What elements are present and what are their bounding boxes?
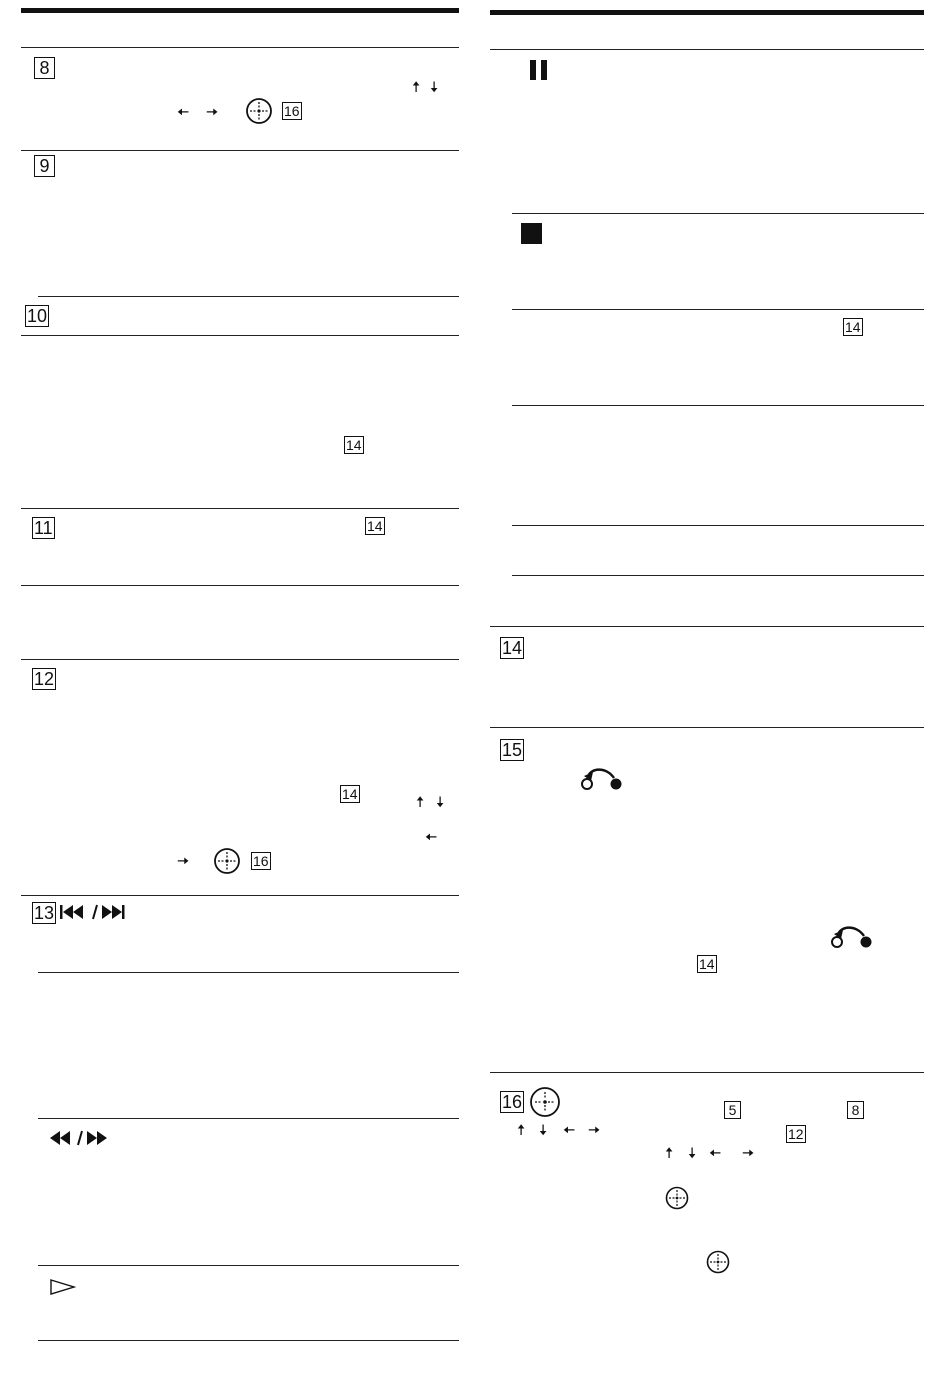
divider (490, 626, 924, 627)
arrow-down-icon: 🠇 (688, 1144, 697, 1162)
pause-icon (530, 60, 548, 80)
item-number-11: 11 (34, 518, 53, 538)
arrow-down-icon: 🠇 (430, 78, 439, 96)
reference-14: 14 (699, 956, 715, 972)
arrow-up-icon: 🠅 (416, 793, 425, 811)
rewind-fastforward-icon (50, 1130, 122, 1146)
item-number-14: 14 (502, 638, 523, 658)
previous-next-icon (60, 904, 136, 920)
arrow-up-icon: 🠅 (517, 1121, 526, 1139)
slow-play-icon (50, 1279, 76, 1295)
arrow-down-icon: 🠇 (436, 793, 445, 811)
enter-button-icon (213, 847, 241, 875)
item-number-9: 9 (34, 155, 55, 177)
reference-5: 5 (724, 1101, 741, 1119)
divider (512, 309, 924, 310)
enter-button-icon (245, 97, 273, 125)
reference-14: 14 (342, 786, 358, 802)
left-header-rule (21, 8, 459, 13)
arrow-right-icon: 🠆 (177, 852, 190, 870)
item-number-15: 15 (502, 740, 523, 760)
divider (490, 49, 924, 50)
arrow-left-icon: 🠄 (563, 1121, 576, 1139)
reference-8: 8 (847, 1101, 864, 1119)
reference-12: 12 (788, 1126, 804, 1142)
divider (512, 213, 924, 214)
arrow-right-icon: 🠆 (742, 1144, 755, 1162)
divider (38, 296, 459, 297)
divider (21, 335, 459, 336)
return-icon (580, 764, 624, 792)
divider (21, 585, 459, 586)
divider (21, 47, 459, 48)
item-number-16: 16 (502, 1092, 523, 1112)
divider (512, 405, 924, 406)
arrow-left-icon: 🠄 (425, 828, 438, 846)
right-header-rule (490, 10, 924, 15)
divider (21, 508, 459, 509)
enter-button-icon (665, 1186, 689, 1210)
divider (512, 525, 924, 526)
arrow-right-icon: 🠆 (588, 1121, 601, 1139)
reference-14: 14 (367, 518, 383, 534)
arrow-right-icon: 🠆 (206, 103, 219, 121)
enter-button-icon (529, 1086, 561, 1118)
reference-14: 14 (845, 319, 861, 335)
divider (512, 575, 924, 576)
stop-icon (521, 223, 543, 245)
item-number-12: 12 (34, 669, 55, 689)
arrow-down-icon: 🠇 (539, 1121, 548, 1139)
item-number-10: 10 (27, 306, 48, 326)
reference-16: 16 (253, 853, 269, 869)
arrow-up-icon: 🠅 (665, 1144, 674, 1162)
divider (21, 150, 459, 151)
reference-16: 16 (284, 103, 300, 119)
item-number-13: 13 (34, 903, 55, 923)
arrow-left-icon: 🠄 (177, 103, 190, 121)
divider (38, 1265, 459, 1266)
divider (21, 895, 459, 896)
arrow-up-icon: 🠅 (412, 78, 421, 96)
divider (38, 972, 459, 973)
divider (490, 727, 924, 728)
item-number-8: 8 (34, 57, 55, 79)
arrow-left-icon: 🠄 (709, 1144, 722, 1162)
divider (490, 1072, 924, 1073)
divider (21, 659, 459, 660)
reference-14: 14 (346, 437, 362, 453)
divider (38, 1118, 459, 1119)
divider (38, 1340, 459, 1341)
enter-button-icon (706, 1250, 730, 1274)
return-icon (830, 922, 874, 950)
